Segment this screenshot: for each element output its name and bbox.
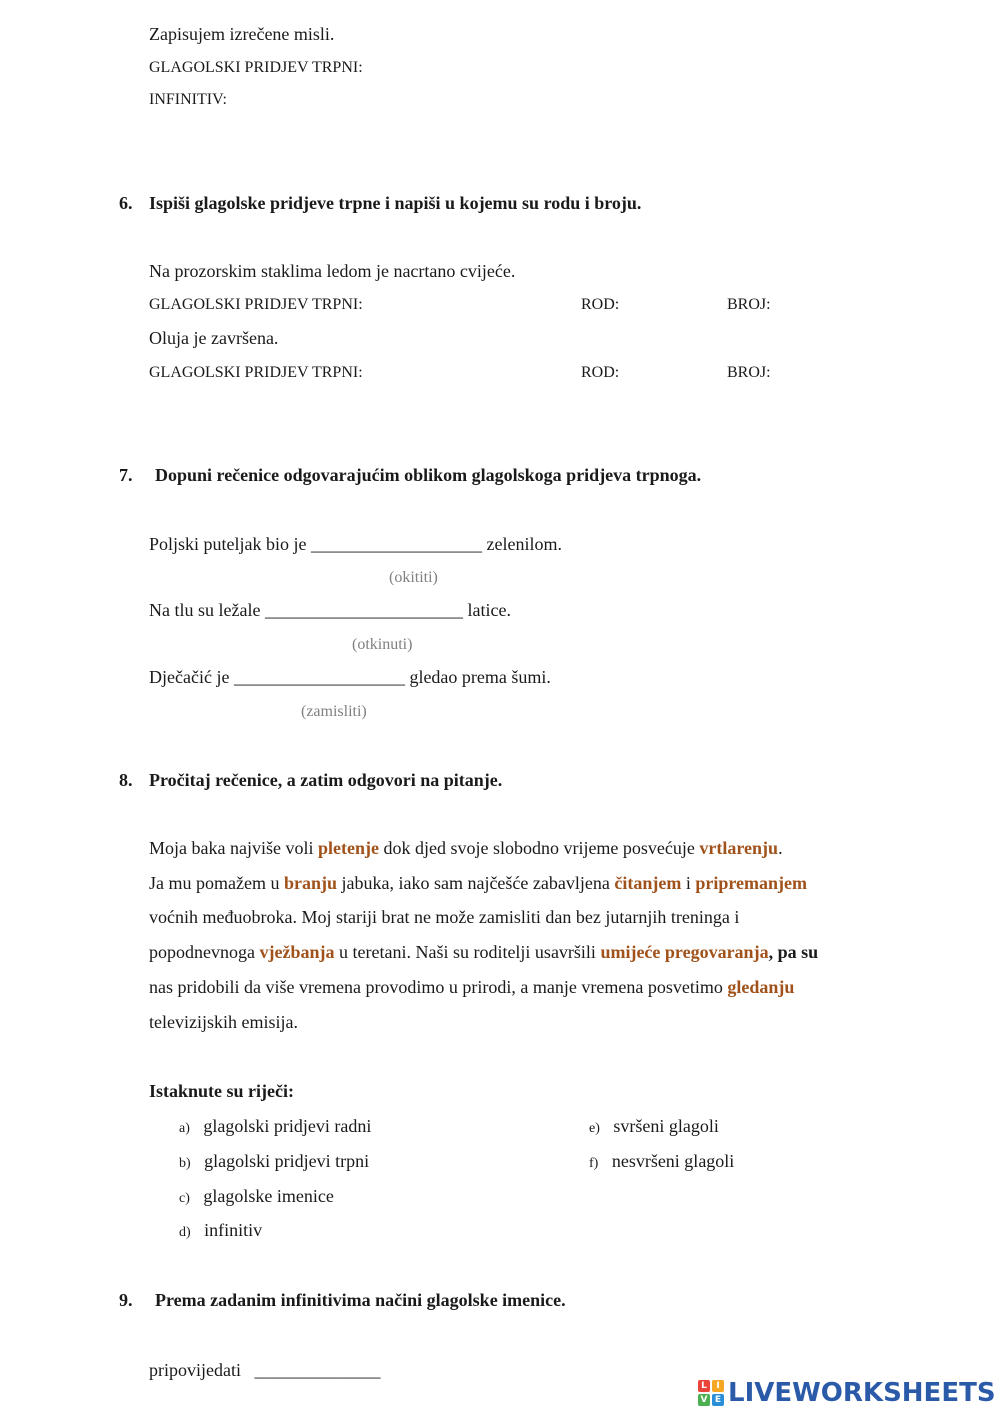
option-c[interactable]	[179, 1186, 334, 1207]
paragraph-line	[149, 977, 794, 998]
paragraph-line	[149, 942, 818, 963]
answer-blank[interactable]: ___________________	[311, 534, 482, 554]
answer-blank[interactable]: ______________	[254, 1360, 381, 1380]
option-letter: a)	[179, 1121, 190, 1136]
paragraph-line	[149, 838, 783, 859]
label-broj: BROJ:	[727, 296, 771, 313]
label-rod: ROD:	[581, 364, 620, 381]
label-gpt: GLAGOLSKI PRIDJEV TRPNI:	[149, 364, 363, 381]
label-gpt: GLAGOLSKI PRIDJEV TRPNI:	[149, 296, 363, 313]
question-title: Pročitaj rečenice, a zatim odgovori na pitanje.	[149, 770, 503, 790]
option-letter: c)	[179, 1191, 190, 1206]
logo-mark-cell: E	[712, 1394, 724, 1406]
highlight-word: umijeće pregovaranja	[600, 942, 769, 962]
sentence-end: latice.	[467, 600, 511, 620]
label-gpt: GLAGOLSKI PRIDJEV TRPNI:	[149, 59, 363, 76]
label-infinitiv: INFINITIV:	[149, 91, 227, 108]
verb-hint: (zamisliti)	[301, 703, 367, 720]
answer-blank[interactable]: ___________________	[233, 667, 405, 687]
highlight-word: pletenje	[317, 838, 379, 858]
highlight-word: vrtlarenju	[699, 838, 779, 858]
sentence: Oluja je završena.	[149, 328, 279, 348]
paragraph-line: voćnih međuobroka. Moj stariji brat ne može zamisliti dan bez jutarnjih treninga i	[149, 907, 740, 927]
logo-mark-cell: L	[698, 1380, 710, 1392]
answer-blank[interactable]: ______________________	[264, 600, 463, 620]
highlight-word: branju	[283, 873, 337, 893]
logo-mark-cell: V	[698, 1394, 710, 1406]
logo-mark-icon	[698, 1380, 724, 1406]
fill-sentence	[149, 534, 562, 555]
logo-text: LIVEWORKSHEETS	[728, 1378, 996, 1408]
option-e[interactable]	[589, 1116, 719, 1137]
question-title: Dopuni rečenice odgovarajućim oblikom glagolskoga pridjeva trpnoga.	[155, 465, 702, 485]
liveworksheets-logo	[698, 1376, 996, 1410]
label-broj: BROJ:	[727, 364, 771, 381]
text: , pa su	[768, 942, 819, 962]
sentence: Na prozorskim staklima ledom je nacrtano cvijeće.	[149, 261, 516, 281]
option-text: svršeni glagoli	[613, 1116, 719, 1136]
option-letter: f)	[589, 1156, 599, 1171]
question-number: 8.	[119, 770, 133, 790]
fill-sentence	[149, 667, 551, 688]
verb-hint: (okititi)	[389, 569, 438, 586]
sentence-start: Dječačić je	[149, 667, 230, 687]
highlight-word: vježbanja	[259, 942, 335, 962]
logo-mark-cell: I	[712, 1380, 724, 1392]
sentence-start: Na tlu su ležale	[149, 600, 261, 620]
text: nas pridobili da više vremena provodimo u prirodi, a manje vremena posvetimo	[149, 977, 723, 997]
sentence-start: Poljski puteljak bio je	[149, 534, 307, 554]
option-a[interactable]	[179, 1116, 371, 1137]
text: i	[685, 873, 691, 893]
text: popodnevnoga	[149, 942, 255, 962]
option-text: nesvršeni glagoli	[611, 1151, 735, 1171]
option-f[interactable]	[589, 1151, 734, 1172]
fill-item	[149, 1360, 380, 1381]
sentence-end: zelenilom.	[486, 534, 562, 554]
paragraph-line: televizijskih emisija.	[149, 1012, 298, 1032]
highlight-word: gledanju	[727, 977, 795, 997]
text: dok djed svoje slobodno vrijeme posvećuje	[383, 838, 695, 858]
option-text: infinitiv	[204, 1220, 263, 1240]
text: jabuka, iako sam najčešće zabavljena	[341, 873, 610, 893]
infinitive: pripovijedati	[149, 1360, 241, 1380]
option-d[interactable]	[179, 1220, 262, 1241]
label-rod: ROD:	[581, 296, 620, 313]
option-text: glagolske imenice	[203, 1186, 334, 1206]
text: Moja baka najviše voli	[149, 838, 314, 858]
highlight-word: pripremanjem	[695, 873, 808, 893]
fill-sentence	[149, 600, 511, 621]
verb-hint: (otkinuti)	[352, 636, 413, 653]
option-letter: e)	[589, 1121, 600, 1136]
paragraph-line	[149, 873, 807, 894]
sentence-end: gledao prema šumi.	[409, 667, 551, 687]
highlight-word: čitanjem	[614, 873, 682, 893]
question-number: 9.	[119, 1290, 133, 1310]
option-b[interactable]	[179, 1151, 369, 1172]
option-text: glagolski pridjevi radni	[203, 1116, 372, 1136]
question-title: Ispiši glagolske pridjeve trpne i napiši u kojemu su rodu i broju.	[149, 193, 642, 213]
option-text: glagolski pridjevi trpni	[204, 1151, 370, 1171]
text: .	[778, 838, 783, 858]
option-letter: d)	[179, 1225, 191, 1240]
sub-question: Istaknute su riječi:	[149, 1081, 294, 1101]
text: Ja mu pomažem u	[149, 873, 280, 893]
option-letter: b)	[179, 1156, 191, 1171]
text-line: Zapisujem izrečene misli.	[149, 24, 335, 44]
question-title: Prema zadanim infinitivima načini glagolske imenice.	[155, 1290, 566, 1310]
question-number: 6.	[119, 193, 133, 213]
text: u teretani. Naši su roditelji usavršili	[338, 942, 596, 962]
question-number: 7.	[119, 465, 133, 485]
